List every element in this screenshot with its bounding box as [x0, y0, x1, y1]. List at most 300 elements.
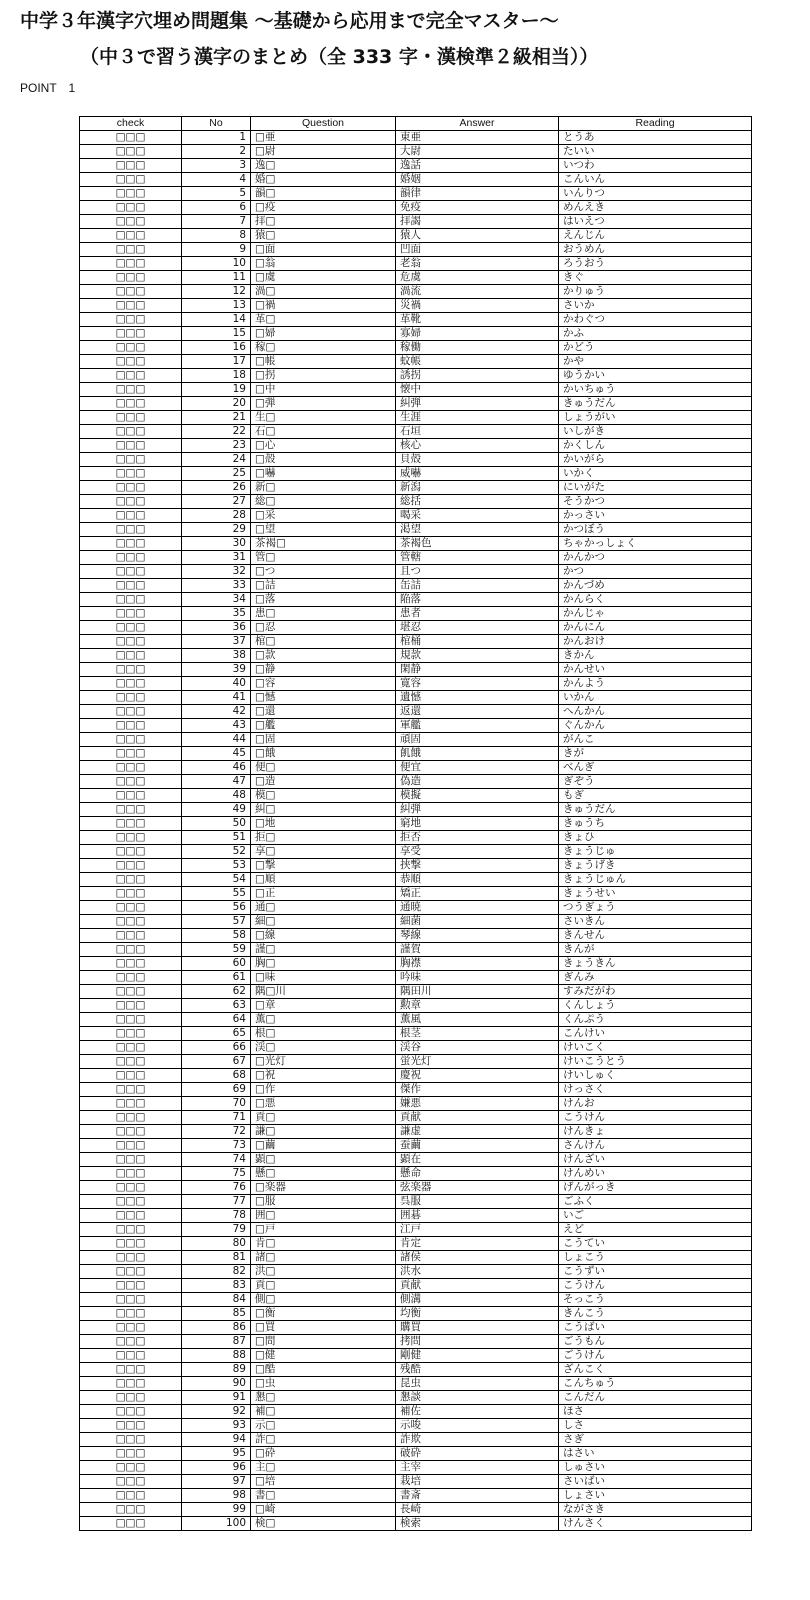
reading-cell: こうけん [559, 1111, 752, 1125]
reading-cell: けんさく [559, 1517, 752, 1531]
check-boxes[interactable]: □□□ [80, 691, 182, 705]
question-number: 5 [182, 187, 251, 201]
question-cell: □望 [251, 523, 396, 537]
reading-cell: こんちゅう [559, 1377, 752, 1391]
check-boxes[interactable]: □□□ [80, 341, 182, 355]
header-question: Question [251, 117, 396, 131]
table-row [80, 705, 752, 719]
reading-cell: かわぐつ [559, 313, 752, 327]
check-boxes[interactable]: □□□ [80, 1433, 182, 1447]
table-row [80, 1391, 752, 1405]
check-boxes[interactable]: □□□ [80, 915, 182, 929]
table-row [80, 159, 752, 173]
answer-cell: 危虞 [396, 271, 559, 285]
question-cell: □憾 [251, 691, 396, 705]
question-cell: 新□ [251, 481, 396, 495]
question-number: 32 [182, 565, 251, 579]
question-number: 99 [182, 1503, 251, 1517]
answer-cell: 猿人 [396, 229, 559, 243]
reading-cell: さぎ [559, 1433, 752, 1447]
answer-cell: 規款 [396, 649, 559, 663]
check-boxes[interactable]: □□□ [80, 369, 182, 383]
table-row [80, 1265, 752, 1279]
answer-cell: 残酷 [396, 1363, 559, 1377]
reading-cell: かいがら [559, 453, 752, 467]
check-boxes[interactable]: □□□ [80, 733, 182, 747]
table-row [80, 495, 752, 509]
question-number: 86 [182, 1321, 251, 1335]
reading-cell: ごうけん [559, 1349, 752, 1363]
question-number: 88 [182, 1349, 251, 1363]
reading-cell: かんよう [559, 677, 752, 691]
question-number: 91 [182, 1391, 251, 1405]
question-cell: 渦□ [251, 285, 396, 299]
answer-cell: 懐中 [396, 383, 559, 397]
table-row [80, 187, 752, 201]
table-row [80, 537, 752, 551]
answer-cell: 石垣 [396, 425, 559, 439]
question-number: 69 [182, 1083, 251, 1097]
question-cell: □酷 [251, 1363, 396, 1377]
check-boxes[interactable]: □□□ [80, 1461, 182, 1475]
table-row [80, 1377, 752, 1391]
question-number: 22 [182, 425, 251, 439]
check-boxes[interactable]: □□□ [80, 257, 182, 271]
question-number: 51 [182, 831, 251, 845]
check-boxes[interactable]: □□□ [80, 677, 182, 691]
check-boxes[interactable]: □□□ [80, 1237, 182, 1251]
question-cell: □嚇 [251, 467, 396, 481]
check-boxes[interactable]: □□□ [80, 1265, 182, 1279]
table-row [80, 1083, 752, 1097]
answer-cell: 隅田川 [396, 985, 559, 999]
check-boxes[interactable]: □□□ [80, 551, 182, 565]
reading-cell: しゅさい [559, 1461, 752, 1475]
question-number: 66 [182, 1041, 251, 1055]
check-boxes[interactable]: □□□ [80, 1293, 182, 1307]
table-row [80, 1167, 752, 1181]
table-row [80, 901, 752, 915]
table-row [80, 943, 752, 957]
reading-cell: えんじん [559, 229, 752, 243]
question-number: 35 [182, 607, 251, 621]
table-row [80, 383, 752, 397]
check-boxes[interactable]: □□□ [80, 1223, 182, 1237]
answer-cell: 剛健 [396, 1349, 559, 1363]
reading-cell: いかん [559, 691, 752, 705]
check-boxes[interactable]: □□□ [80, 1447, 182, 1461]
check-boxes[interactable]: □□□ [80, 131, 182, 145]
reading-cell: かんおけ [559, 635, 752, 649]
check-boxes[interactable]: □□□ [80, 453, 182, 467]
answer-cell: 且つ [396, 565, 559, 579]
question-cell: □静 [251, 663, 396, 677]
check-boxes[interactable]: □□□ [80, 145, 182, 159]
answer-cell: 享受 [396, 845, 559, 859]
table-row [80, 229, 752, 243]
reading-cell: しさ [559, 1419, 752, 1433]
check-boxes[interactable]: □□□ [80, 1251, 182, 1265]
check-boxes[interactable]: □□□ [80, 985, 182, 999]
reading-cell: きかん [559, 649, 752, 663]
question-number: 56 [182, 901, 251, 915]
check-boxes[interactable]: □□□ [80, 1503, 182, 1517]
check-boxes[interactable]: □□□ [80, 1083, 182, 1097]
question-number: 18 [182, 369, 251, 383]
check-boxes[interactable]: □□□ [80, 1377, 182, 1391]
table-row [80, 789, 752, 803]
table-body [80, 131, 752, 1531]
reading-cell: すみだがわ [559, 985, 752, 999]
table-row [80, 439, 752, 453]
question-number: 36 [182, 621, 251, 635]
question-number: 81 [182, 1251, 251, 1265]
table-row [80, 1181, 752, 1195]
answer-cell: 勲章 [396, 999, 559, 1013]
check-boxes[interactable]: □□□ [80, 1279, 182, 1293]
check-boxes[interactable]: □□□ [80, 1055, 182, 1069]
check-boxes[interactable]: □□□ [80, 621, 182, 635]
page-title: 中学３年漢字穴埋め問題集 〜基礎から応用まで完全マスター〜 [20, 10, 559, 32]
question-cell: □翁 [251, 257, 396, 271]
table-row [80, 201, 752, 215]
reading-cell: ゆうかい [559, 369, 752, 383]
question-number: 20 [182, 397, 251, 411]
question-cell: 謙□ [251, 1125, 396, 1139]
answer-cell: 諸侯 [396, 1251, 559, 1265]
check-boxes[interactable]: □□□ [80, 1489, 182, 1503]
table-row [80, 663, 752, 677]
reading-cell: かいちゅう [559, 383, 752, 397]
check-boxes[interactable]: □□□ [80, 397, 182, 411]
reading-cell: こうけん [559, 1279, 752, 1293]
table-row [80, 1237, 752, 1251]
answer-cell: 飢餓 [396, 747, 559, 761]
question-cell: □弾 [251, 397, 396, 411]
answer-cell: 蚊帳 [396, 355, 559, 369]
check-boxes[interactable]: □□□ [80, 831, 182, 845]
table-row [80, 887, 752, 901]
question-cell: 便□ [251, 761, 396, 775]
answer-cell: 検索 [396, 1517, 559, 1531]
table-row [80, 607, 752, 621]
answer-cell: 渦流 [396, 285, 559, 299]
answer-cell: 寡婦 [396, 327, 559, 341]
header-reading: Reading [559, 117, 752, 131]
check-boxes[interactable]: □□□ [80, 593, 182, 607]
reading-cell: ぎんみ [559, 971, 752, 985]
question-cell: □虫 [251, 1377, 396, 1391]
question-cell: □造 [251, 775, 396, 789]
table-row [80, 1349, 752, 1363]
check-boxes[interactable]: □□□ [80, 523, 182, 537]
check-boxes[interactable]: □□□ [80, 1041, 182, 1055]
question-cell: 諸□ [251, 1251, 396, 1265]
check-boxes[interactable]: □□□ [80, 1419, 182, 1433]
answer-cell: 糾弾 [396, 397, 559, 411]
question-cell: 薫□ [251, 1013, 396, 1027]
check-boxes[interactable]: □□□ [80, 285, 182, 299]
answer-cell: 窮地 [396, 817, 559, 831]
answer-cell: 陥落 [396, 593, 559, 607]
check-boxes[interactable]: □□□ [80, 1349, 182, 1363]
question-cell: □拐 [251, 369, 396, 383]
question-number: 89 [182, 1363, 251, 1377]
table-row [80, 1405, 752, 1419]
reading-cell: さいばい [559, 1475, 752, 1489]
reading-cell: こうばい [559, 1321, 752, 1335]
answer-cell: 懇談 [396, 1391, 559, 1405]
table-row [80, 649, 752, 663]
table-row [80, 1153, 752, 1167]
answer-cell: 核心 [396, 439, 559, 453]
table-row [80, 411, 752, 425]
question-number: 14 [182, 313, 251, 327]
check-boxes[interactable]: □□□ [80, 201, 182, 215]
check-boxes[interactable]: □□□ [80, 719, 182, 733]
check-boxes[interactable]: □□□ [80, 411, 182, 425]
reading-cell: さんけん [559, 1139, 752, 1153]
question-cell: □容 [251, 677, 396, 691]
answer-cell: 呉服 [396, 1195, 559, 1209]
reading-cell: かんかつ [559, 551, 752, 565]
question-cell: 韻□ [251, 187, 396, 201]
answer-cell: 購買 [396, 1321, 559, 1335]
reading-cell: もぎ [559, 789, 752, 803]
answer-cell: 囲碁 [396, 1209, 559, 1223]
check-boxes[interactable]: □□□ [80, 355, 182, 369]
table-row [80, 551, 752, 565]
reading-cell: えど [559, 1223, 752, 1237]
check-boxes[interactable]: □□□ [80, 635, 182, 649]
check-boxes[interactable]: □□□ [80, 1181, 182, 1195]
check-boxes[interactable]: □□□ [80, 271, 182, 285]
answer-cell: 根茎 [396, 1027, 559, 1041]
check-boxes[interactable]: □□□ [80, 1391, 182, 1405]
table-row [80, 313, 752, 327]
check-boxes[interactable]: □□□ [80, 705, 182, 719]
reading-cell: こんけい [559, 1027, 752, 1041]
question-number: 29 [182, 523, 251, 537]
question-cell: □落 [251, 593, 396, 607]
table-row [80, 299, 752, 313]
answer-cell: 模擬 [396, 789, 559, 803]
table-row [80, 971, 752, 985]
check-boxes[interactable]: □□□ [80, 327, 182, 341]
check-boxes[interactable]: □□□ [80, 383, 182, 397]
question-number: 53 [182, 859, 251, 873]
check-boxes[interactable]: □□□ [80, 425, 182, 439]
answer-cell: 誘拐 [396, 369, 559, 383]
answer-cell: 便宜 [396, 761, 559, 775]
check-boxes[interactable]: □□□ [80, 761, 182, 775]
answer-cell: 顕在 [396, 1153, 559, 1167]
check-boxes[interactable]: □□□ [80, 215, 182, 229]
check-boxes[interactable]: □□□ [80, 817, 182, 831]
check-boxes[interactable]: □□□ [80, 1209, 182, 1223]
question-cell: □忍 [251, 621, 396, 635]
check-boxes[interactable]: □□□ [80, 1405, 182, 1419]
check-boxes[interactable]: □□□ [80, 579, 182, 593]
answer-cell: 肯定 [396, 1237, 559, 1251]
check-boxes[interactable]: □□□ [80, 747, 182, 761]
table-row [80, 453, 752, 467]
check-boxes[interactable]: □□□ [80, 873, 182, 887]
check-boxes[interactable]: □□□ [80, 1125, 182, 1139]
check-boxes[interactable]: □□□ [80, 663, 182, 677]
check-boxes[interactable]: □□□ [80, 929, 182, 943]
page-subtitle: （中３で習う漢字のまとめ（全 333 字・漢検準２級相当）） [80, 46, 599, 68]
check-boxes[interactable]: □□□ [80, 971, 182, 985]
question-cell: □崎 [251, 1503, 396, 1517]
question-number: 34 [182, 593, 251, 607]
table-row [80, 747, 752, 761]
header-no: No [182, 117, 251, 131]
check-boxes[interactable]: □□□ [80, 159, 182, 173]
check-boxes[interactable]: □□□ [80, 1167, 182, 1181]
check-boxes[interactable]: □□□ [80, 1363, 182, 1377]
question-number: 37 [182, 635, 251, 649]
question-number: 54 [182, 873, 251, 887]
check-boxes[interactable]: □□□ [80, 1307, 182, 1321]
check-boxes[interactable]: □□□ [80, 1517, 182, 1531]
question-number: 78 [182, 1209, 251, 1223]
question-number: 60 [182, 957, 251, 971]
question-cell: □禍 [251, 299, 396, 313]
answer-cell: 長崎 [396, 1503, 559, 1517]
reading-cell: こうずい [559, 1265, 752, 1279]
check-boxes[interactable]: □□□ [80, 943, 182, 957]
question-number: 94 [182, 1433, 251, 1447]
check-boxes[interactable]: □□□ [80, 957, 182, 971]
check-boxes[interactable]: □□□ [80, 845, 182, 859]
check-boxes[interactable]: □□□ [80, 243, 182, 257]
table-row [80, 929, 752, 943]
check-boxes[interactable]: □□□ [80, 901, 182, 915]
table-row [80, 621, 752, 635]
check-boxes[interactable]: □□□ [80, 173, 182, 187]
question-cell: 患□ [251, 607, 396, 621]
table-row [80, 1209, 752, 1223]
check-boxes[interactable]: □□□ [80, 887, 182, 901]
check-boxes[interactable]: □□□ [80, 187, 182, 201]
question-cell: □服 [251, 1195, 396, 1209]
check-boxes[interactable]: □□□ [80, 1097, 182, 1111]
table-row [80, 1041, 752, 1055]
answer-cell: 側溝 [396, 1293, 559, 1307]
reading-cell: きょうきん [559, 957, 752, 971]
reading-cell: にいがた [559, 481, 752, 495]
check-boxes[interactable]: □□□ [80, 537, 182, 551]
answer-cell: 示唆 [396, 1419, 559, 1433]
check-boxes[interactable]: □□□ [80, 1139, 182, 1153]
question-cell: □味 [251, 971, 396, 985]
answer-cell: 新潟 [396, 481, 559, 495]
check-boxes[interactable]: □□□ [80, 999, 182, 1013]
check-boxes[interactable]: □□□ [80, 299, 182, 313]
check-boxes[interactable]: □□□ [80, 229, 182, 243]
question-cell: □祝 [251, 1069, 396, 1083]
check-boxes[interactable]: □□□ [80, 565, 182, 579]
check-boxes[interactable]: □□□ [80, 1475, 182, 1489]
question-number: 97 [182, 1475, 251, 1489]
check-boxes[interactable]: □□□ [80, 803, 182, 817]
table-row [80, 285, 752, 299]
question-number: 76 [182, 1181, 251, 1195]
reading-cell: はいえつ [559, 215, 752, 229]
question-cell: 懸□ [251, 1167, 396, 1181]
question-number: 87 [182, 1335, 251, 1349]
answer-cell: 主宰 [396, 1461, 559, 1475]
table-row [80, 257, 752, 271]
check-boxes[interactable]: □□□ [80, 775, 182, 789]
question-cell: 書□ [251, 1489, 396, 1503]
answer-cell: 弦楽器 [396, 1181, 559, 1195]
check-boxes[interactable]: □□□ [80, 1013, 182, 1027]
answer-cell: 挟撃 [396, 859, 559, 873]
question-number: 77 [182, 1195, 251, 1209]
answer-cell: 均衡 [396, 1307, 559, 1321]
check-boxes[interactable]: □□□ [80, 495, 182, 509]
reading-cell: おうめん [559, 243, 752, 257]
check-boxes[interactable]: □□□ [80, 481, 182, 495]
table-row [80, 817, 752, 831]
question-number: 28 [182, 509, 251, 523]
reading-cell: しょさい [559, 1489, 752, 1503]
check-boxes[interactable]: □□□ [80, 1153, 182, 1167]
check-boxes[interactable]: □□□ [80, 1195, 182, 1209]
answer-cell: 懸命 [396, 1167, 559, 1181]
table-row [80, 509, 752, 523]
table-row [80, 481, 752, 495]
question-number: 17 [182, 355, 251, 369]
reading-cell: きゅうち [559, 817, 752, 831]
check-boxes[interactable]: □□□ [80, 439, 182, 453]
check-boxes[interactable]: □□□ [80, 607, 182, 621]
question-cell: □帳 [251, 355, 396, 369]
table-row [80, 999, 752, 1013]
check-boxes[interactable]: □□□ [80, 649, 182, 663]
reading-cell: かりゅう [559, 285, 752, 299]
check-boxes[interactable]: □□□ [80, 1069, 182, 1083]
reading-cell: こうてい [559, 1237, 752, 1251]
check-boxes[interactable]: □□□ [80, 789, 182, 803]
question-number: 31 [182, 551, 251, 565]
question-cell: 享□ [251, 845, 396, 859]
check-boxes[interactable]: □□□ [80, 1335, 182, 1349]
table-row [80, 1223, 752, 1237]
check-boxes[interactable]: □□□ [80, 467, 182, 481]
question-number: 9 [182, 243, 251, 257]
reading-cell: たいい [559, 145, 752, 159]
reading-cell: きゅうだん [559, 397, 752, 411]
reading-cell: きょひ [559, 831, 752, 845]
check-boxes[interactable]: □□□ [80, 859, 182, 873]
question-cell: 渓□ [251, 1041, 396, 1055]
check-boxes[interactable]: □□□ [80, 1027, 182, 1041]
answer-cell: 茶褐色 [396, 537, 559, 551]
question-cell: □戸 [251, 1223, 396, 1237]
table-row [80, 1293, 752, 1307]
reading-cell: くんしょう [559, 999, 752, 1013]
check-boxes[interactable]: □□□ [80, 509, 182, 523]
question-cell: 総□ [251, 495, 396, 509]
check-boxes[interactable]: □□□ [80, 313, 182, 327]
check-boxes[interactable]: □□□ [80, 1111, 182, 1125]
question-number: 55 [182, 887, 251, 901]
check-boxes[interactable]: □□□ [80, 1321, 182, 1335]
question-cell: □線 [251, 929, 396, 943]
